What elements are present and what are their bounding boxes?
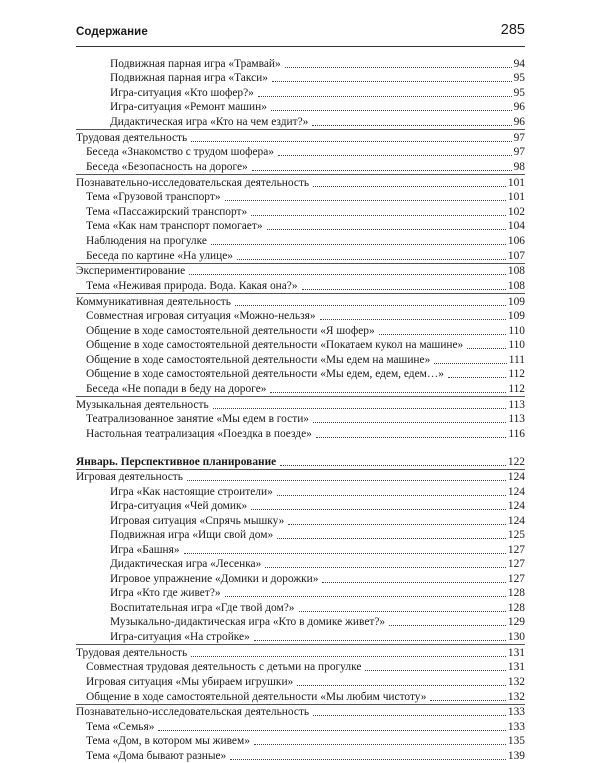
dot-leader bbox=[272, 80, 512, 82]
toc-entry-title: Игра-ситуация «Чей домик» bbox=[110, 500, 248, 512]
toc-entry-title: Тема «Пассажирский транспорт» bbox=[86, 205, 248, 218]
toc-entry bbox=[76, 309, 525, 324]
toc-entry-title: Январь. Перспективное планирование bbox=[76, 455, 277, 468]
toc-entry-page: 101 bbox=[507, 176, 525, 189]
toc-entry-title: Музыкально-дидактическая игра «Кто в домике живет?» bbox=[110, 616, 386, 628]
toc-entry-page: 102 bbox=[507, 205, 525, 218]
toc-section-entry bbox=[76, 645, 525, 660]
dot-leader bbox=[277, 494, 506, 496]
toc-entry-page: 101 bbox=[507, 191, 525, 203]
toc-entry-title: Коммуникативная деятельность bbox=[76, 295, 231, 308]
toc-entry bbox=[76, 278, 525, 294]
toc-entry-page: 124 bbox=[507, 471, 525, 483]
toc-entry bbox=[76, 484, 525, 499]
toc-entry-title: Дидактическая игра «Кто на чем ездит?» bbox=[110, 116, 309, 128]
dot-leader bbox=[288, 523, 506, 525]
toc-section-entry bbox=[76, 705, 525, 720]
toc-entry bbox=[76, 412, 525, 427]
toc-entry bbox=[76, 499, 525, 514]
dot-leader bbox=[448, 376, 506, 378]
toc-entry-page: 128 bbox=[507, 601, 525, 614]
toc-entry-title: Тема «Дом, в котором мы живем» bbox=[86, 735, 250, 747]
dot-leader bbox=[254, 639, 506, 641]
toc-entry-page: 135 bbox=[507, 735, 525, 747]
dot-leader bbox=[237, 258, 506, 260]
toc-entry-page: 108 bbox=[507, 280, 525, 292]
dot-leader bbox=[285, 66, 512, 68]
toc-entry-title: Тема «Семья» bbox=[86, 720, 155, 733]
dot-leader bbox=[316, 436, 506, 438]
toc-entry-title: Тема «Как нам транспорт помогает» bbox=[86, 220, 263, 232]
toc-entry-page: 95 bbox=[513, 86, 525, 99]
toc-entry-page: 127 bbox=[507, 572, 525, 585]
toc-entry-page: 109 bbox=[507, 310, 525, 322]
toc-entry-page: 131 bbox=[507, 646, 525, 659]
toc-entry-page: 124 bbox=[507, 500, 525, 512]
dot-leader bbox=[278, 154, 512, 156]
dot-leader bbox=[225, 199, 506, 201]
running-title: Содержание bbox=[76, 26, 148, 38]
toc-section-entry bbox=[76, 130, 525, 145]
toc-section-entry bbox=[76, 397, 525, 412]
dot-leader bbox=[258, 95, 512, 97]
toc-entry-page: 109 bbox=[507, 295, 525, 308]
toc-entry-title: Игра «Кто где живет?» bbox=[110, 587, 221, 599]
toc-entry-title: Тема «Дома бывают разные» bbox=[86, 749, 227, 762]
toc-entry-title: Общение в ходе самостоятельной деятельности «Мы любим чистоту» bbox=[86, 690, 427, 703]
toc-entry bbox=[76, 159, 525, 175]
toc-entry-page: 131 bbox=[507, 661, 525, 673]
toc-entry bbox=[76, 513, 525, 528]
toc-entry bbox=[76, 190, 525, 205]
toc-entry-title: Познавательно-исследовательская деятельность bbox=[76, 176, 310, 189]
toc-entry-page: 96 bbox=[513, 116, 525, 128]
dot-leader bbox=[158, 729, 505, 731]
toc-entry-page: 97 bbox=[513, 146, 525, 158]
toc-entry bbox=[76, 748, 525, 763]
toc-entry bbox=[76, 542, 525, 557]
toc-entry bbox=[76, 85, 525, 100]
page-header bbox=[76, 22, 525, 47]
toc-entry bbox=[76, 689, 525, 705]
toc-entry bbox=[76, 248, 525, 264]
toc-entry-page: 116 bbox=[508, 427, 525, 440]
dot-leader bbox=[270, 391, 506, 393]
toc-entry-page: 127 bbox=[507, 558, 525, 570]
dot-leader bbox=[389, 624, 506, 626]
dot-leader bbox=[313, 421, 506, 423]
toc-entry-page: 133 bbox=[507, 720, 525, 733]
toc-entry-page: 113 bbox=[508, 398, 525, 411]
toc-entry-title: Подвижная парная игра «Трамвай» bbox=[110, 57, 281, 70]
toc-entry-title: Общение в ходе самостоятельной деятельности «Покатаем кукол на машине» bbox=[86, 339, 464, 351]
dot-leader bbox=[265, 566, 506, 568]
toc-entry bbox=[76, 674, 525, 689]
dot-leader bbox=[230, 758, 506, 760]
toc-entry-page: 96 bbox=[513, 101, 525, 113]
toc-entry-title: Игра-ситуация «Кто шофер?» bbox=[110, 86, 254, 99]
toc-entry-title: Подвижная парная игра «Такси» bbox=[110, 72, 268, 84]
toc-entry-page: 122 bbox=[507, 455, 525, 468]
toc-entry bbox=[76, 719, 525, 734]
toc-entry-title: Настольная театрализация «Поездка в поезде» bbox=[86, 427, 312, 440]
toc-entry-title: Воспитательная игра «Где твой дом?» bbox=[110, 601, 295, 614]
toc-entry-page: 128 bbox=[507, 587, 525, 599]
toc-entry-page: 127 bbox=[507, 543, 525, 556]
dot-leader bbox=[302, 288, 506, 290]
toc-entry bbox=[76, 100, 525, 115]
dot-leader bbox=[430, 699, 505, 701]
dot-leader bbox=[434, 362, 506, 364]
dot-leader bbox=[271, 109, 512, 111]
toc-entry-title: Подвижная игра «Ищи свой дом» bbox=[110, 529, 274, 541]
toc-entry bbox=[76, 71, 525, 86]
dot-leader bbox=[313, 185, 506, 187]
toc-entry-page: 125 bbox=[507, 529, 525, 541]
toc-entry-title: Совместная трудовая деятельность с детьми на прогулке bbox=[86, 661, 362, 673]
toc-entry-title: Общение в ходе самостоятельной деятельности «Я шофер» bbox=[86, 324, 375, 337]
toc-entry-page: 94 bbox=[513, 57, 525, 70]
toc-entry bbox=[76, 557, 525, 572]
toc-entry-page: 130 bbox=[507, 631, 525, 643]
toc-entry-title: Тема «Неживая природа. Вода. Какая она?» bbox=[86, 280, 298, 292]
toc-entry-page: 107 bbox=[507, 249, 525, 262]
toc-section-entry bbox=[76, 175, 525, 190]
dot-leader bbox=[299, 610, 506, 612]
toc-entry bbox=[76, 600, 525, 615]
toc-entry-page: 108 bbox=[507, 265, 525, 277]
dot-leader bbox=[322, 581, 505, 583]
toc-entry-title: Игровая ситуация «Мы убираем игрушки» bbox=[86, 675, 294, 688]
toc-entry-page: 129 bbox=[507, 616, 525, 628]
dot-leader bbox=[251, 508, 506, 510]
toc-entry-title: Наблюдения на прогулке bbox=[86, 234, 207, 247]
toc-entry-page: 112 bbox=[508, 383, 525, 395]
toc-entry bbox=[76, 734, 525, 749]
toc-entry-title: Общение в ходе самостоятельной деятельности «Мы едем на машине» bbox=[86, 353, 431, 366]
toc-entry-page: 113 bbox=[508, 413, 525, 425]
toc-entry-title: Театрализованное занятие «Мы едем в гости» bbox=[86, 413, 309, 425]
toc-entry-page: 132 bbox=[507, 690, 525, 703]
toc-entry bbox=[76, 615, 525, 630]
toc-entry-page: 133 bbox=[507, 706, 525, 718]
dot-leader bbox=[379, 333, 507, 335]
toc-entry bbox=[76, 219, 525, 234]
dot-leader bbox=[235, 304, 506, 306]
toc-entry-title: Общение в ходе самостоятельной деятельности «Мы едем, едем, едем…» bbox=[86, 368, 444, 380]
toc-entry-page: 97 bbox=[513, 131, 525, 144]
toc-entry bbox=[76, 660, 525, 675]
toc-entry-title: Беседа «Знакомство с трудом шофера» bbox=[86, 146, 274, 158]
toc-entry bbox=[76, 338, 525, 353]
dot-leader bbox=[213, 407, 507, 409]
toc-entry-title: Игра «Как настоящие строители» bbox=[110, 485, 273, 498]
dot-leader bbox=[267, 228, 506, 230]
dot-leader bbox=[225, 595, 506, 597]
toc-section-entry bbox=[76, 454, 525, 470]
toc-entry-title: Беседа по картине «На улице» bbox=[86, 249, 233, 262]
toc-entry-title: Игровая ситуация «Спрячь мышку» bbox=[110, 514, 285, 527]
toc-entry-page: 124 bbox=[507, 514, 525, 527]
dot-leader bbox=[189, 273, 506, 275]
toc-entry bbox=[76, 629, 525, 645]
toc-entry-title: Совместная игровая ситуация «Можно-нельзя» bbox=[86, 310, 316, 322]
toc-entry-page: 139 bbox=[507, 749, 525, 762]
toc-entry-page: 132 bbox=[507, 675, 525, 688]
toc-entry-title: Игра «Башня» bbox=[110, 543, 180, 556]
toc-entry-title: Игра-ситуация «Ремонт машин» bbox=[110, 101, 267, 113]
toc-entry bbox=[76, 381, 525, 397]
toc-entry-title: Экспериментирование bbox=[76, 265, 186, 277]
dot-leader bbox=[251, 214, 506, 216]
page-number: 285 bbox=[500, 22, 525, 38]
toc-entry-title: Познавательно-исследовательская деятельность bbox=[76, 706, 310, 718]
dot-leader bbox=[467, 347, 506, 349]
dot-leader bbox=[191, 655, 506, 657]
toc-entry-page: 104 bbox=[507, 220, 525, 232]
toc-entry bbox=[76, 204, 525, 219]
toc-entry bbox=[76, 367, 525, 382]
toc-entry bbox=[76, 571, 525, 586]
dot-leader bbox=[252, 169, 512, 171]
dot-leader bbox=[191, 140, 511, 142]
toc-section-entry bbox=[76, 264, 525, 279]
toc-entry-title: Игровая деятельность bbox=[76, 471, 183, 483]
toc-entry-page: 124 bbox=[507, 485, 525, 498]
toc-entry bbox=[76, 56, 525, 71]
dot-leader bbox=[211, 243, 506, 245]
toc-entry-title: Музыкальная деятельность bbox=[76, 398, 209, 411]
dot-leader bbox=[187, 479, 506, 481]
dot-leader bbox=[312, 124, 511, 126]
dot-leader bbox=[277, 537, 506, 539]
toc-entry-title: Дидактическая игра «Лесенка» bbox=[110, 558, 262, 570]
toc-entry-page: 110 bbox=[508, 324, 525, 337]
toc-entry-page: 110 bbox=[508, 339, 525, 351]
toc-entry-page: 112 bbox=[508, 368, 525, 380]
toc-entry-page: 98 bbox=[513, 161, 525, 173]
toc-entry-page: 111 bbox=[508, 353, 525, 366]
dot-leader bbox=[320, 318, 506, 320]
toc-entry-title: Игра-ситуация «На стройке» bbox=[110, 631, 250, 643]
table-of-contents bbox=[76, 56, 525, 763]
toc-entry bbox=[76, 233, 525, 248]
toc-entry-title: Тема «Грузовой транспорт» bbox=[86, 191, 221, 203]
toc-entry-page: 106 bbox=[507, 234, 525, 247]
toc-entry bbox=[76, 528, 525, 543]
toc-section-entry bbox=[76, 294, 525, 309]
dot-leader bbox=[184, 552, 506, 554]
toc-entry bbox=[76, 586, 525, 601]
toc-entry-title: Трудовая деятельность bbox=[76, 646, 188, 659]
dot-leader bbox=[313, 714, 506, 716]
toc-entry bbox=[76, 426, 525, 441]
dot-leader bbox=[254, 743, 506, 745]
toc-entry-title: Беседа «Безопасность на дороге» bbox=[86, 161, 248, 173]
toc-entry-title: Беседа «Не попади в беду на дороге» bbox=[86, 383, 267, 395]
dot-leader bbox=[280, 464, 506, 466]
toc-entry-page: 95 bbox=[513, 72, 525, 84]
toc-entry bbox=[76, 352, 525, 367]
toc-section-entry bbox=[76, 470, 525, 485]
toc-entry-title: Игровое упражнение «Домики и дорожки» bbox=[110, 572, 319, 585]
dot-leader bbox=[365, 669, 506, 671]
dot-leader bbox=[297, 684, 506, 686]
toc-entry bbox=[76, 323, 525, 338]
toc-entry bbox=[76, 114, 525, 130]
toc-entry bbox=[76, 145, 525, 160]
toc-entry-title: Трудовая деятельность bbox=[76, 131, 188, 144]
